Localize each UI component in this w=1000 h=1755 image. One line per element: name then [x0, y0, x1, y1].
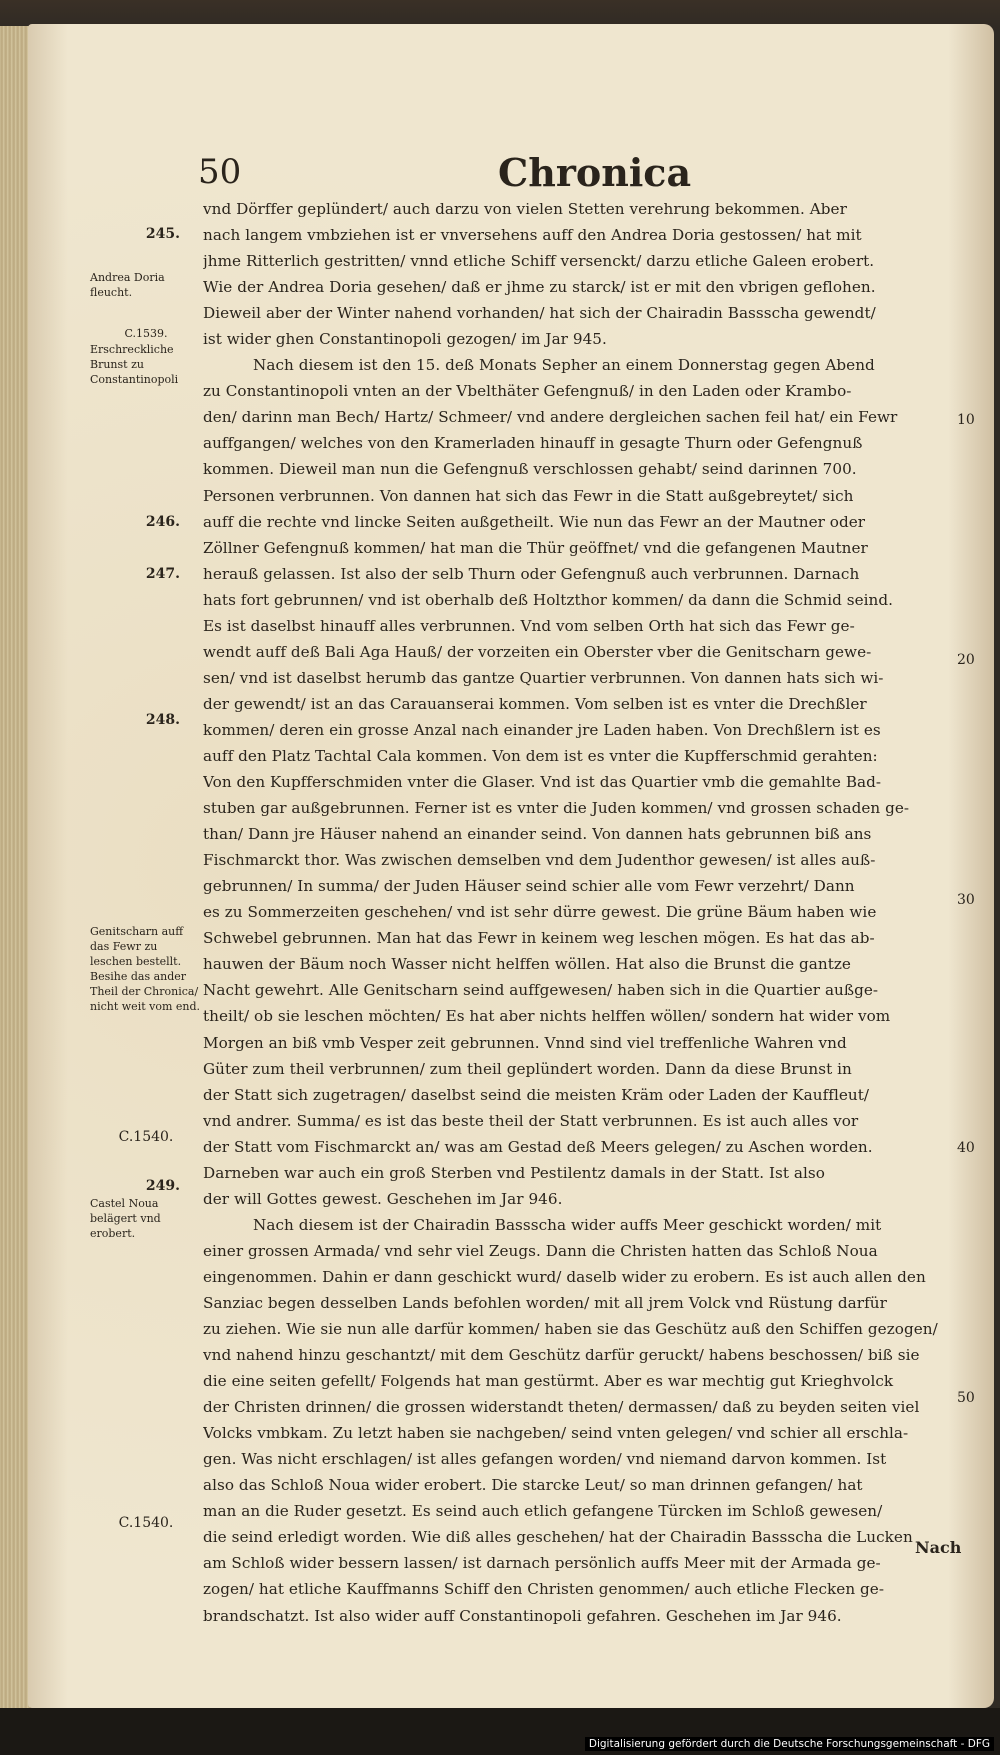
text-line: stuben gar außgebrunnen. Ferner ist es vnter die Juden kommen/ vnd grossen schaden ge- — [203, 799, 910, 818]
margin-year: C.1540. — [118, 1515, 174, 1531]
text-line: es zu Sommerzeiten geschehen/ vnd ist sehr dürre gewest. Die grüne Bäum haben wie — [203, 903, 877, 922]
text-line: also das Schloß Noua wider erobert. Die starcke Leut/ so man drinnen gefangen/ hat — [203, 1476, 863, 1495]
text-line: einer grossen Armada/ vnd sehr viel Zeugs. Dann die Christen hatten das Schloß Noua — [203, 1241, 878, 1260]
text-line: man an die Ruder gesetzt. Es seind auch etlich gefangene Türcken im Schloß gewesen/ — [203, 1502, 883, 1521]
text-line: herauß gelassen. Ist also der selb Thurn oder Gefengnuß auch verbrunnen. Darnach — [203, 564, 860, 583]
catchword: Nach — [915, 1538, 962, 1557]
text-line: jhme Ritterlich gestritten/ vnnd etliche Schiff versenckt/ darzu etliche Galeen erobert. — [203, 252, 875, 271]
text-line: die eine seiten gefellt/ Folgends hat man gestürmt. Aber es war mechtig gut Krieghvolck — [203, 1372, 894, 1391]
text-line: nach langem vmbziehen ist er vnversehens auff den Andrea Doria gestossen/ hat mit — [203, 226, 862, 245]
line-count-marker: 50 — [957, 1390, 975, 1406]
text-line: Dieweil aber der Winter nahend vorhanden/ hat sich der Chairadin Bassscha gewendt/ — [203, 304, 876, 323]
text-line: Fischmarckt thor. Was zwischen demselben vnd dem Judenthor gewesen/ ist alles auß- — [203, 851, 876, 870]
page-header — [198, 150, 958, 195]
text-line: zu ziehen. Wie sie nun alle darfür kommen/ haben sie das Geschütz auß den Schiffen gezogen/ — [203, 1320, 938, 1339]
line-count-marker: 20 — [957, 652, 975, 668]
margin-note-genitscharn: Genitscharn auff das Fewr zu leschen bestellt. Besihe das ander Theil der Chronica/ nicht weit vom end. — [90, 925, 201, 1013]
text-line: der gewendt/ ist an das Carauanserai kommen. Vom selben ist es vnter die Drechßler — [203, 694, 867, 713]
text-line: den/ darinn man Bech/ Hartz/ Schmeer/ vnd andere dergleichen sachen feil hat/ ein Fewr — [203, 408, 898, 427]
margin-entry-number: 246. — [145, 514, 180, 530]
margin-entry-number: 245. — [145, 226, 180, 242]
text-line: hats fort gebrunnen/ vnd ist oberhalb deß Holtzthor kommen/ da dann die Schmid seind. — [203, 590, 894, 609]
text-line: Wie der Andrea Doria gesehen/ daß er jhme zu starck/ ist er mit den vbrigen geflohen. — [203, 278, 876, 297]
text-line: eingenommen. Dahin er dann geschickt wurd/ daselb wider zu erobern. Es ist auch allen den — [203, 1267, 926, 1286]
text-line: der Statt vom Fischmarckt an/ was am Gestad deß Meers gelegen/ zu Aschen worden. — [203, 1137, 873, 1156]
text-line: than/ Dann jre Häuser nahend an einander seind. Von dannen hats gebrunnen biß ans — [203, 825, 872, 844]
margin-note-doria: Andrea Doria fleucht. — [90, 271, 165, 299]
text-line: zu Constantinopoli vnten an der Vbelthäter Gefengnuß/ in den Laden oder Krambo- — [203, 382, 852, 401]
text-line: wendt auff deß Bali Aga Hauß/ der vorzeiten ein Oberster vber die Genitscharn gewe- — [203, 642, 872, 661]
margin-year: C.1539. — [124, 327, 168, 340]
text-line: der Statt sich zugetragen/ daselbst seind die meisten Kräm oder Laden der Kauffleut/ — [203, 1085, 870, 1104]
body-text — [203, 196, 963, 1629]
text-line: der will Gottes gewest. Geschehen im Jar 946. — [203, 1189, 563, 1208]
margin-entry-number: 248. — [145, 712, 180, 728]
text-line: Von den Kupfferschmiden vnter die Glaser. Vnd ist das Quartier vmb die gemahlte Bad- — [203, 773, 882, 792]
margin-entry-number: 247. — [145, 566, 180, 582]
text-line: am Schloß wider bessern lassen/ ist darnach persönlich auffs Meer mit der Armada ge- — [203, 1554, 881, 1573]
page-number: 50 — [198, 152, 242, 192]
running-title: Chronica — [498, 150, 692, 195]
text-line: Schwebel gebrunnen. Man hat das Fewr in keinem weg leschen mögen. Es hat das ab- — [203, 929, 875, 948]
digitization-credit: Digitalisierung gefördert durch die Deutsche Forschungsgemeinschaft - DFG — [585, 1737, 994, 1751]
text-line: kommen. Dieweil man nun die Gefengnuß verschlossen gehabt/ seind darinnen 700. — [203, 460, 857, 479]
text-line: gebrunnen/ In summa/ der Juden Häuser seind schier alle vom Fewr verzehrt/ Dann — [203, 877, 855, 896]
text-line: theilt/ ob sie leschen möchten/ Es hat aber nichts helffen wöllen/ sondern hat wider vom — [203, 1007, 891, 1026]
paragraph-start-line: Nach diesem ist der Chairadin Bassscha wider auffs Meer geschickt worden/ mit — [253, 1215, 882, 1234]
text-line: der Christen drinnen/ die grossen widerstandt theten/ dermassen/ daß zu beyden seiten viel — [203, 1398, 920, 1417]
text-line: ist wider ghen Constantinopoli gezogen/ im Jar 945. — [203, 330, 607, 349]
text-line: Morgen an biß vmb Vesper zeit gebrunnen. Vnnd sind viel treffenliche Wahren vnd — [203, 1033, 847, 1052]
text-line: Sanziac begen desselben Lands befohlen worden/ mit all jrem Volck vnd Rüstung darfür — [203, 1293, 887, 1312]
text-line: brandschatzt. Ist also wider auff Constantinopoli gefahren. Geschehen im Jar 946. — [203, 1606, 842, 1625]
text-line: Güter zum theil verbrunnen/ zum theil geplündert worden. Dann da diese Brunst in — [203, 1059, 852, 1078]
text-line: auff die rechte vnd lincke Seiten außgetheilt. Wie nun das Fewr an der Mautner oder — [203, 512, 866, 531]
text-line: Nacht gewehrt. Alle Genitscharn seind auffgewesen/ haben sich in die Quartier außge- — [203, 981, 879, 1000]
paragraph-start-line: Nach diesem ist den 15. deß Monats Sepher an einem Donnerstag gegen Abend — [253, 356, 875, 375]
margin-entry-number: 249. — [145, 1178, 180, 1194]
line-count-marker: 30 — [957, 892, 975, 908]
margin-year: C.1540. — [118, 1129, 174, 1145]
text-line: hauwen der Bäum noch Wasser nicht helffen wöllen. Hat also die Brunst die gantze — [203, 955, 851, 974]
text-line: kommen/ deren ein grosse Anzal nach einander jre Laden haben. Von Drechßlern ist es — [203, 720, 881, 739]
text-line: die seind erledigt worden. Wie diß alles geschehen/ hat der Chairadin Bassscha die Lucken — [203, 1528, 913, 1547]
text-line: auff den Platz Tachtal Cala kommen. Von dem ist es vnter die Kupfferschmid gerahten: — [203, 746, 878, 765]
text-line: vnd Dörffer geplündert/ auch darzu von vielen Stetten verehrung bekommen. Aber — [203, 200, 847, 218]
line-count-marker: 40 — [957, 1140, 975, 1156]
line-count-marker: 10 — [957, 412, 975, 428]
text-line: Zöllner Gefengnuß kommen/ hat man die Thür geöffnet/ vnd die gefangenen Mautner — [203, 538, 868, 557]
text-line: sen/ vnd ist daselbst herumb das gantze Quartier verbrunnen. Von dannen hats sich wi- — [203, 668, 884, 687]
text-line: auffgangen/ welches von den Kramerladen hinauff in gesagte Thurn oder Gefengnuß — [203, 434, 863, 453]
text-line: gen. Was nicht erschlagen/ ist alles gefangen worden/ vnd niemand darvon kommen. Ist — [203, 1450, 887, 1469]
text-line: Personen verbrunnen. Von dannen hat sich das Fewr in die Statt außgebreytet/ sich — [203, 486, 854, 505]
text-line: Darneben war auch ein groß Sterben vnd Pestilentz damals in der Statt. Ist also — [203, 1163, 825, 1182]
margin-note-castel: Castel Noua belägert vnd erobert. — [90, 1197, 161, 1240]
text-line: zogen/ hat etliche Kauffmanns Schiff den Christen genommen/ auch etliche Flecken ge- — [203, 1580, 885, 1599]
margin-note-brunst: Erschreckliche Brunst zu Constantinopoli — [90, 343, 179, 386]
text-line: Volcks vmbkam. Zu letzt haben sie nachgeben/ seind vnten gelegen/ vnd schier all erschla- — [203, 1424, 909, 1443]
text-line: vnd andrer. Summa/ es ist das beste theil der Statt verbrunnen. Es ist auch alles vor — [203, 1111, 859, 1130]
text-line: Es ist daselbst hinauff alles verbrunnen. Vnd vom selben Orth hat sich das Fewr ge- — [203, 616, 855, 635]
text-line: vnd nahend hinzu geschantzt/ mit dem Geschütz darfür geruckt/ habens beschossen/ biß sie — [203, 1346, 920, 1365]
